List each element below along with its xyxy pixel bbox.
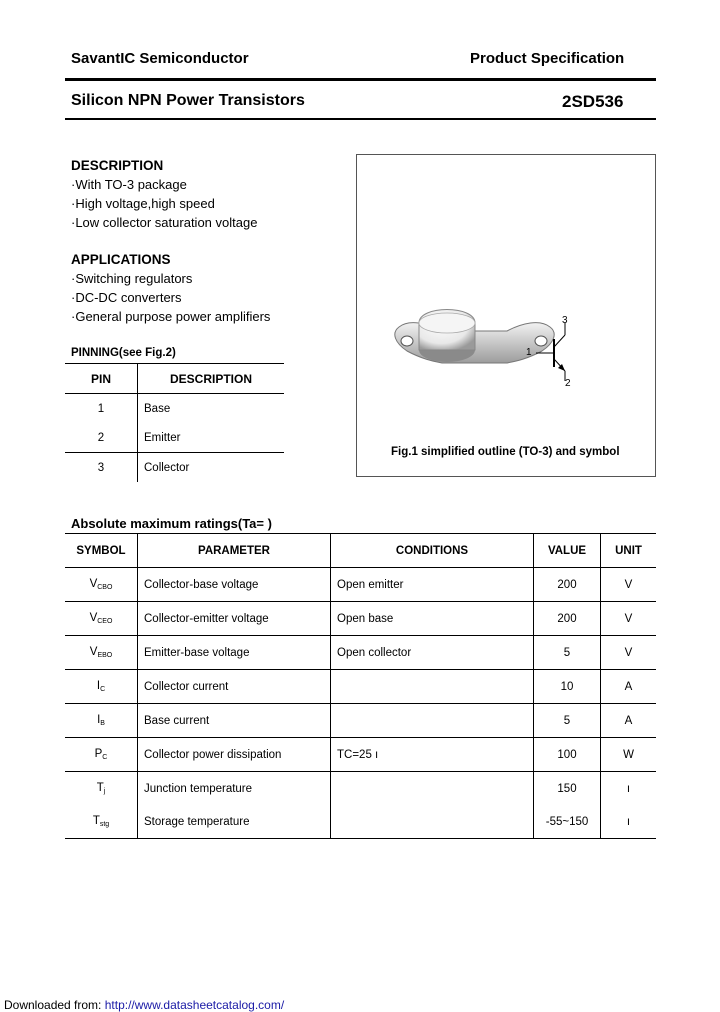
to3-package-image [357,155,655,476]
company-name: SavantIC Semiconductor [71,50,249,67]
symbol-subscript: j [103,788,106,795]
pin-desc: Base [144,402,171,415]
table-row [65,805,656,839]
pin-col-header: PIN [65,364,138,394]
list-item: ·With TO-3 package [71,177,187,192]
ratings-heading: Absolute maximum ratings(Ta= ) [71,516,272,531]
pinning-table [65,363,284,482]
parameter-cell: Junction temperature [138,772,331,806]
symbol-letter: T [92,815,100,827]
conditions-cell: Open base [331,602,534,636]
symbol-pin-label-1: 1 [526,347,532,358]
table-row [65,772,656,806]
value-cell: 100 [534,738,601,772]
symbol-cell [65,636,138,670]
conditions-cell [331,772,534,806]
symbol-col-header: SYMBOL [65,534,138,568]
product-line: Silicon NPN Power Transistors [71,92,305,109]
list-item: ·General purpose power amplifiers [71,309,271,324]
parameter-cell: Collector current [138,670,331,704]
symbol-subscript: C [102,754,108,761]
conditions-cell [331,805,534,839]
desc-col-header: DESCRIPTION [169,371,252,386]
unit-cell: V [624,646,633,659]
value-cell: 150 [534,772,601,806]
symbol-pin-label-3: 3 [562,315,568,326]
unit-cell: A [624,714,633,727]
parameter-cell: Base current [138,704,331,738]
header-rule-top [65,78,656,81]
table-row [65,670,656,704]
symbol-letter: V [89,578,98,590]
symbol-letter: I [96,680,101,692]
spec-label: Product Specification [470,50,625,67]
value-cell: 200 [534,568,601,602]
symbol-cell [65,670,138,704]
symbol-letter: V [89,646,98,658]
symbol-cell [65,568,138,602]
symbol-cell [65,704,138,738]
pin-number: 2 [65,423,138,453]
unit-cell: V [624,578,633,591]
symbol-cell [65,805,138,839]
symbol-letter: I [97,714,101,726]
figure-caption: Fig.1 simplified outline (TO-3) and symbol [391,446,620,458]
conditions-cell: Open emitter [331,568,534,602]
conditions-cell [331,704,534,738]
list-item: ·High voltage,high speed [71,196,215,211]
list-item: ·Low collector saturation voltage [71,215,258,230]
symbol-subscript: B [100,720,105,727]
unit-cell: ı [626,782,631,795]
description-heading: DESCRIPTION [71,158,164,173]
symbol-subscript: C [100,686,106,693]
value-cell: 5 [534,636,601,670]
applications-list [71,269,270,326]
header-rule-bottom [65,118,656,120]
footer-link[interactable]: http://www.datasheetcatalog.com/ [104,998,285,1012]
conditions-cell: T⁣C=25 ı [331,738,534,772]
symbol-subscript: EBO [97,652,113,659]
unit-cell: ı [626,815,631,828]
table-row [65,704,656,738]
conditions-col-header: CONDITIONS [331,534,534,568]
symbol-subscript: stg [99,821,110,828]
pin-desc: Emitter [144,431,181,444]
symbol-subscript: CBO [97,584,113,591]
value-cell: 200 [534,602,601,636]
table-row [65,738,656,772]
symbol-letter: V [89,612,98,624]
symbol-subscript: CEO [97,618,113,625]
description-list [71,175,257,232]
symbol-letter: P [94,748,103,760]
table-row [65,453,284,483]
value-cell: 5 [534,704,601,738]
parameter-cell: Collector-base voltage [138,568,331,602]
parameter-cell: Collector power dissipation [138,738,331,772]
parameter-cell: Collector-emitter voltage [138,602,331,636]
list-item: ·DC-DC converters [71,290,182,305]
parameter-cell: Emitter-base voltage [138,636,331,670]
footer-label: Downloaded from: [4,998,102,1012]
value-cell: 10 [534,670,601,704]
pinning-heading: PINNING(see Fig.2) [71,347,176,359]
unit-cell: W [623,748,634,761]
list-item: ·Switching regulators [71,271,193,286]
symbol-cell [65,602,138,636]
value-col-header: VALUE [534,534,601,568]
parameter-cell: Storage temperature [138,805,331,839]
table-row [65,394,284,424]
table-row [65,423,284,453]
footer [4,998,284,1012]
symbol-cell [65,738,138,772]
conditions-cell: Open collector [331,636,534,670]
table-row [65,568,656,602]
unit-cell: A [624,680,633,693]
pin-desc: Collector [144,461,190,474]
figure-box [356,154,656,477]
ratings-table [65,533,656,839]
pin-number: 3 [65,453,138,483]
unit-cell: V [624,612,633,625]
table-row [65,636,656,670]
unit-col-header: UNIT [615,544,642,557]
parameter-col-header: PARAMETER [138,534,331,568]
table-row [65,602,656,636]
part-number: 2SD536 [562,92,624,111]
npn-symbol-icon [522,313,602,403]
symbol-cell [65,772,138,806]
applications-heading: APPLICATIONS [71,252,171,267]
symbol-letter: T [96,782,104,794]
symbol-pin-label-2: 2 [565,378,571,389]
value-cell: -55~150 [534,805,601,839]
pin-number: 1 [65,394,138,424]
conditions-cell [331,670,534,704]
